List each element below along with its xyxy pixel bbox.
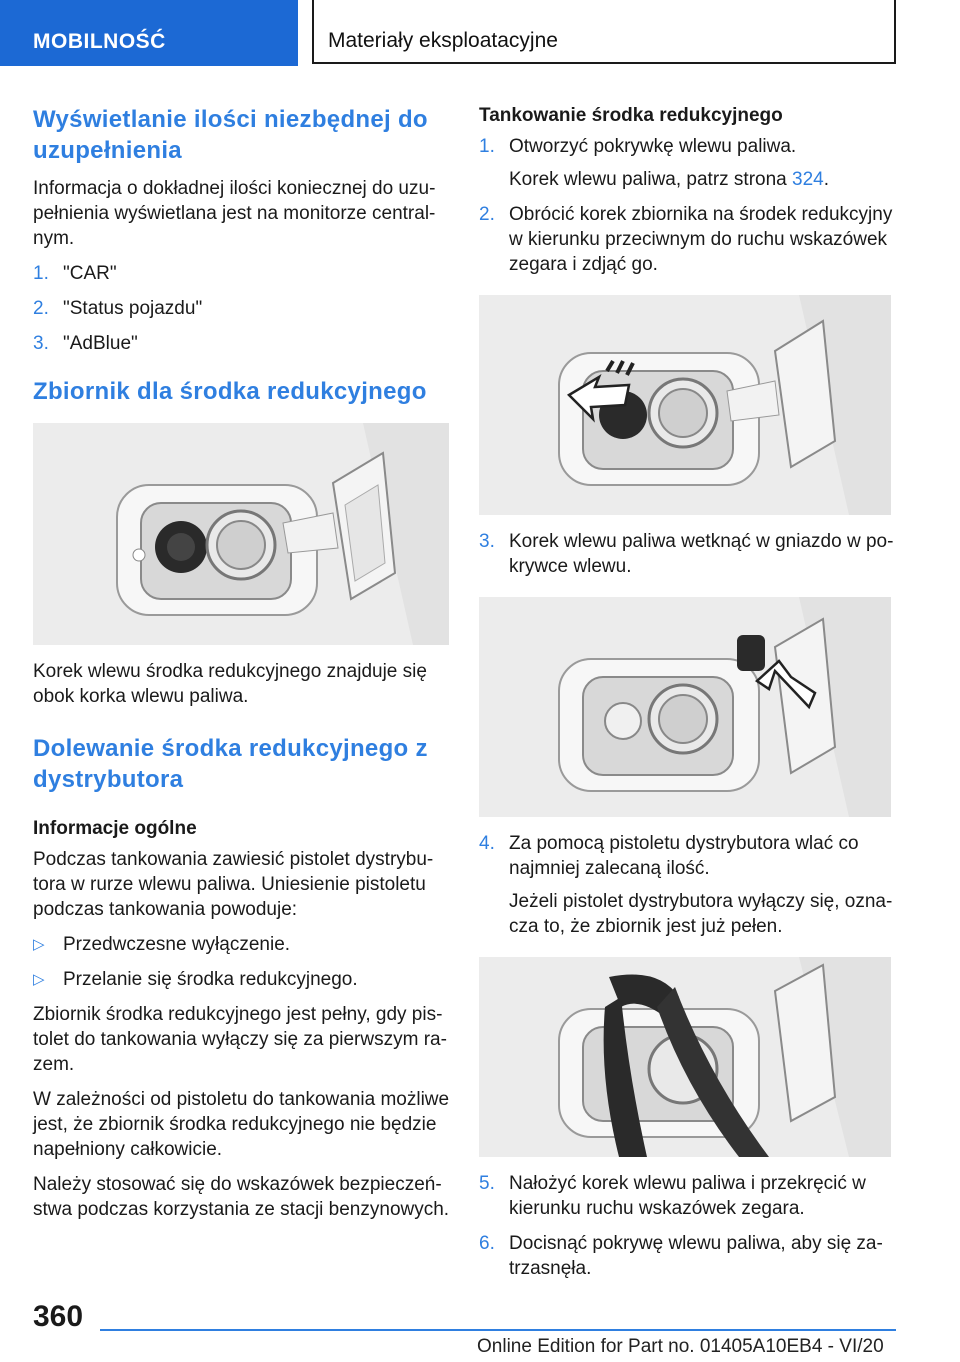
list-item: ▷ Przedwczesne wyłączenie. [33,934,291,955]
footer-divider [100,1329,896,1331]
right-column [479,104,897,1295]
heading-general: Informacje ogólne [33,818,197,839]
refuel-steps-list-c [479,831,897,939]
list-item: 5. Nałożyć korek wlewu paliwa i przekręcić w kierunku ruchu wskazówek zegara. [479,1173,866,1219]
list-item: 3. "AdBlue" [33,333,138,354]
list-item: 1. "CAR" [33,263,117,284]
photo-nozzle [479,957,891,1157]
chapter-title: Materiały eksploatacyjne [328,29,558,52]
triangle-bullet-icon: ▷ [33,971,45,988]
chapter-tab [312,0,896,64]
paragraph-tank: Korek wlewu środka redukcyjnego znajduje się obok korka wlewu paliwa. [33,661,427,707]
list-item: 4. Za pomocą pistoletu dystrybutora wlać co najmniej zalecaną ilość. Jeżeli pistolet dystrybutora wyłączy się, oznacza to, że zbiornik jest już pełen. [479,833,893,937]
photo-remove-cap [479,295,891,515]
paragraph-depend: W zależności od pistoletu do tankowania możliwe jest, że zbiornik środka redukcyjnego nie będzie napełniony całkowicie. [33,1089,450,1160]
triangle-bullet-icon: ▷ [33,936,45,953]
paragraph-full: Zbiornik środka redukcyjnego jest pełny, gdy pistolet do tankowania wyłączy się za pierwszym razem. [33,1004,447,1075]
list-item: ▷ Przelanie się środka redukcyjnego. [33,969,358,990]
refuel-steps-list-b [479,529,897,579]
edition-note: Online Edition for Part no. 01405A10EB4 - VI/20 [477,1336,884,1357]
list-item: 3. Korek wlewu paliwa wetknąć w gniazdo w pokrywce wlewu. [479,531,894,577]
section-title: MOBILNOŚĆ [33,30,166,53]
heading-display-amount: Wyświetlanie ilości niezbędnej do uzupełnienia [33,106,428,164]
list-item: 2. "Status pojazdu" [33,298,203,319]
refuel-steps-list-a [479,134,897,277]
page-number: 360 [33,1300,84,1333]
photo-filler-flap [33,423,449,645]
display-steps-list [33,261,451,356]
effects-list [33,932,451,992]
left-column [33,104,451,1232]
page-reference-link[interactable]: 324 [792,169,824,190]
list-item: 1. Otworzyć pokrywkę wlewu paliwa. Korek wlewu paliwa, patrz strona 324. [479,136,829,190]
refuel-steps-list-d [479,1171,897,1281]
heading-tank: Zbiornik dla środka redukcyjnego [33,378,427,405]
heading-refill: Dolewanie środka redukcyjnego z dystrybutora [33,735,428,793]
list-item: 6. Docisnąć pokrywę wlewu paliwa, aby się zatrzasnęła. [479,1233,883,1279]
list-item: 2. Obrócić korek zbiornika na środek redukcyjny w kierunku przeciwnym do ruchu wskazówek zegara i zdjąć go. [479,204,893,275]
heading-refuel: Tankowanie środka redukcyjnego [479,105,783,126]
photo-stow-cap [479,597,891,817]
paragraph-display-amount: Informacja o dokładnej ilości koniecznej do uzupełnienia wyświetlana jest na monitorze centralnym. [33,178,436,249]
paragraph-safety: Należy stosować się do wskazówek bezpieczeństwa podczas korzystania ze stacji benzynowych. [33,1174,450,1220]
section-tab [0,0,298,66]
paragraph-general: Podczas tankowania zawiesić pistolet dystrybutora w rurze wlewu paliwa. Uniesienie pistoletu podczas tankowania powoduje: [33,849,434,920]
